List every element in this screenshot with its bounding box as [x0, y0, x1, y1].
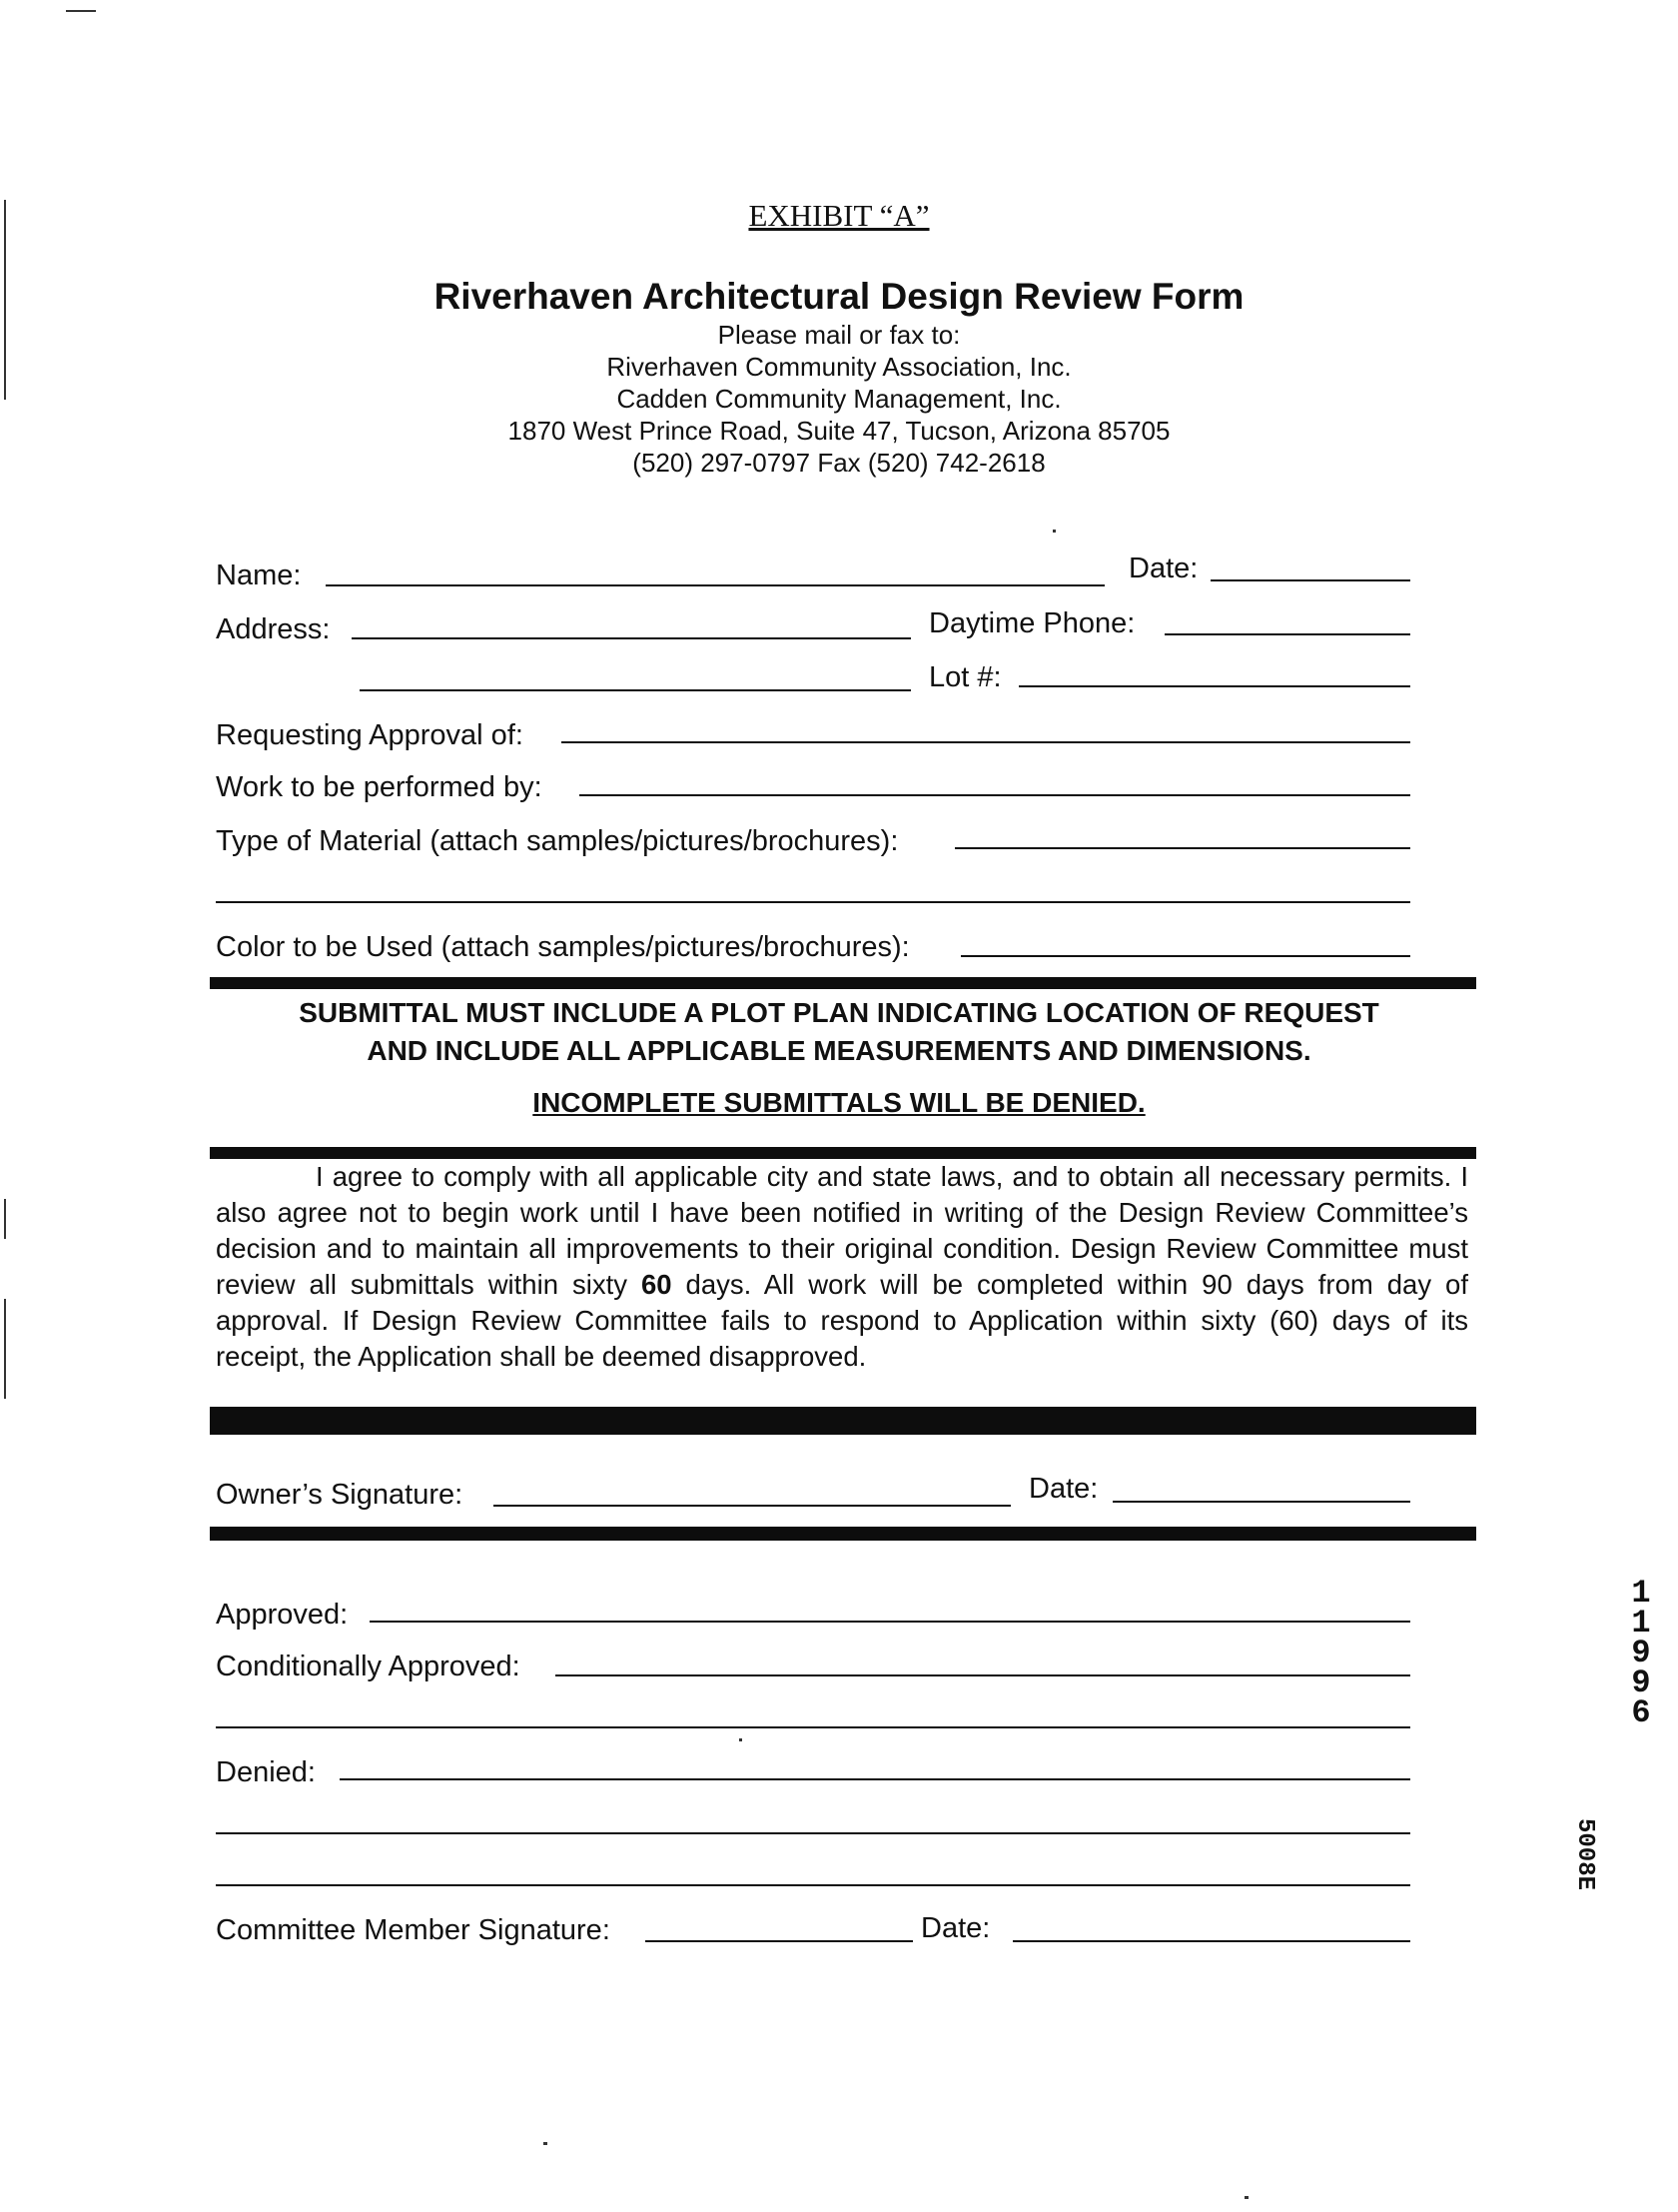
denied-field-line2[interactable] — [216, 1832, 1410, 1834]
color-label: Color to be Used (attach samples/pictures/brochures): — [216, 931, 910, 963]
daytime-phone-label: Daytime Phone: — [929, 607, 1136, 639]
bates-digit: 9 — [1631, 1664, 1651, 1701]
requesting-approval-label: Requesting Approval of: — [216, 719, 523, 751]
color-field[interactable] — [961, 955, 1410, 957]
name-field[interactable] — [326, 584, 1105, 586]
agreement-part-2: days. All work will be completed within 90 days from day of approval. If Design Review Committee fails to respond to Application within sixty (60) days of its receipt, the Application shall be deemed disapproved. — [216, 1269, 1468, 1372]
daytime-phone-field[interactable] — [1165, 633, 1410, 635]
scan-artifact — [4, 200, 6, 400]
section-divider — [210, 1147, 1476, 1159]
mail-instruction: Please mail or fax to: — [717, 320, 961, 350]
scan-artifact — [1245, 2196, 1249, 2199]
material-field[interactable] — [955, 847, 1410, 849]
scan-artifact — [4, 1299, 6, 1399]
owner-date-field[interactable] — [1113, 1501, 1410, 1503]
scan-artifact — [4, 1199, 6, 1239]
committee-signature-field[interactable] — [645, 1940, 913, 1942]
conditionally-approved-field[interactable] — [555, 1674, 1410, 1676]
form-title: Riverhaven Architectural Design Review Form — [433, 276, 1245, 317]
conditionally-approved-field-line2[interactable] — [216, 1726, 1410, 1728]
bates-code: 5008E — [1571, 1818, 1598, 1891]
section-divider — [210, 977, 1476, 989]
denied-field[interactable] — [340, 1778, 1410, 1780]
agreement-divider — [210, 1407, 1476, 1435]
conditionally-approved-label: Conditionally Approved: — [216, 1651, 520, 1682]
date-field[interactable] — [1211, 579, 1410, 581]
denied-field-line3[interactable] — [216, 1884, 1410, 1886]
street-address: 1870 West Prince Road, Suite 47, Tucson, Arizona 85705 — [507, 416, 1171, 446]
agreement-part-1: I agree to comply with all applicable city and state laws, and to obtain all necessary permits. I also agree not to begin work until I have been notified in writing of the Design Review Committee’s decision and to maintain all improvements to their original condition. Design Review Committee must review all submittals within sixty — [216, 1161, 1468, 1300]
lot-label: Lot #: — [929, 661, 1002, 693]
owner-date-label: Date: — [1029, 1473, 1099, 1505]
scan-artifact — [66, 10, 96, 12]
bates-digit: 1 — [1631, 1605, 1651, 1642]
management-name: Cadden Community Management, Inc. — [616, 384, 1062, 414]
committee-signature-label: Committee Member Signature: — [216, 1914, 610, 1946]
notice-line-2: AND INCLUDE ALL APPLICABLE MEASUREMENTS AND DIMENSIONS. — [367, 1035, 1311, 1066]
owner-signature-field[interactable] — [493, 1505, 1011, 1507]
date-label: Date: — [1129, 553, 1199, 584]
denied-label: Denied: — [216, 1756, 316, 1788]
section-divider — [210, 1527, 1476, 1541]
exhibit-label: EXHIBIT “A” — [748, 198, 930, 233]
material-field-line2[interactable] — [216, 901, 1410, 903]
bates-number — [1621, 1575, 1661, 1731]
notice-line-1: SUBMITTAL MUST INCLUDE A PLOT PLAN INDICATING LOCATION OF REQUEST — [299, 997, 1379, 1028]
address-field-line2[interactable] — [360, 689, 911, 691]
agreement-days: 60 — [640, 1269, 672, 1300]
work-performed-label: Work to be performed by: — [216, 771, 542, 803]
committee-date-field[interactable] — [1013, 1940, 1410, 1942]
notice-denied: INCOMPLETE SUBMITTALS WILL BE DENIED. — [532, 1087, 1146, 1118]
agreement-text — [216, 1159, 1468, 1375]
scan-artifact — [543, 2142, 547, 2145]
bates-digit: 1 — [1631, 1575, 1651, 1612]
address-label: Address: — [216, 613, 331, 645]
phone-fax: (520) 297-0797 Fax (520) 742-2618 — [632, 448, 1046, 478]
bates-digit: 9 — [1631, 1635, 1651, 1671]
association-name: Riverhaven Community Association, Inc. — [606, 352, 1072, 382]
lot-field[interactable] — [1019, 685, 1410, 687]
address-field-line1[interactable] — [352, 637, 911, 639]
owner-signature-label: Owner’s Signature: — [216, 1479, 463, 1511]
work-performed-field[interactable] — [579, 794, 1410, 796]
scan-artifact — [739, 1738, 742, 1741]
requesting-approval-field[interactable] — [561, 741, 1410, 743]
approved-field[interactable] — [370, 1621, 1410, 1623]
scan-artifact — [1053, 530, 1056, 533]
material-label: Type of Material (attach samples/pictures/brochures): — [216, 825, 899, 857]
approved-label: Approved: — [216, 1599, 349, 1631]
committee-date-label: Date: — [921, 1912, 991, 1944]
bates-digit: 6 — [1631, 1694, 1651, 1731]
name-label: Name: — [216, 559, 302, 591]
